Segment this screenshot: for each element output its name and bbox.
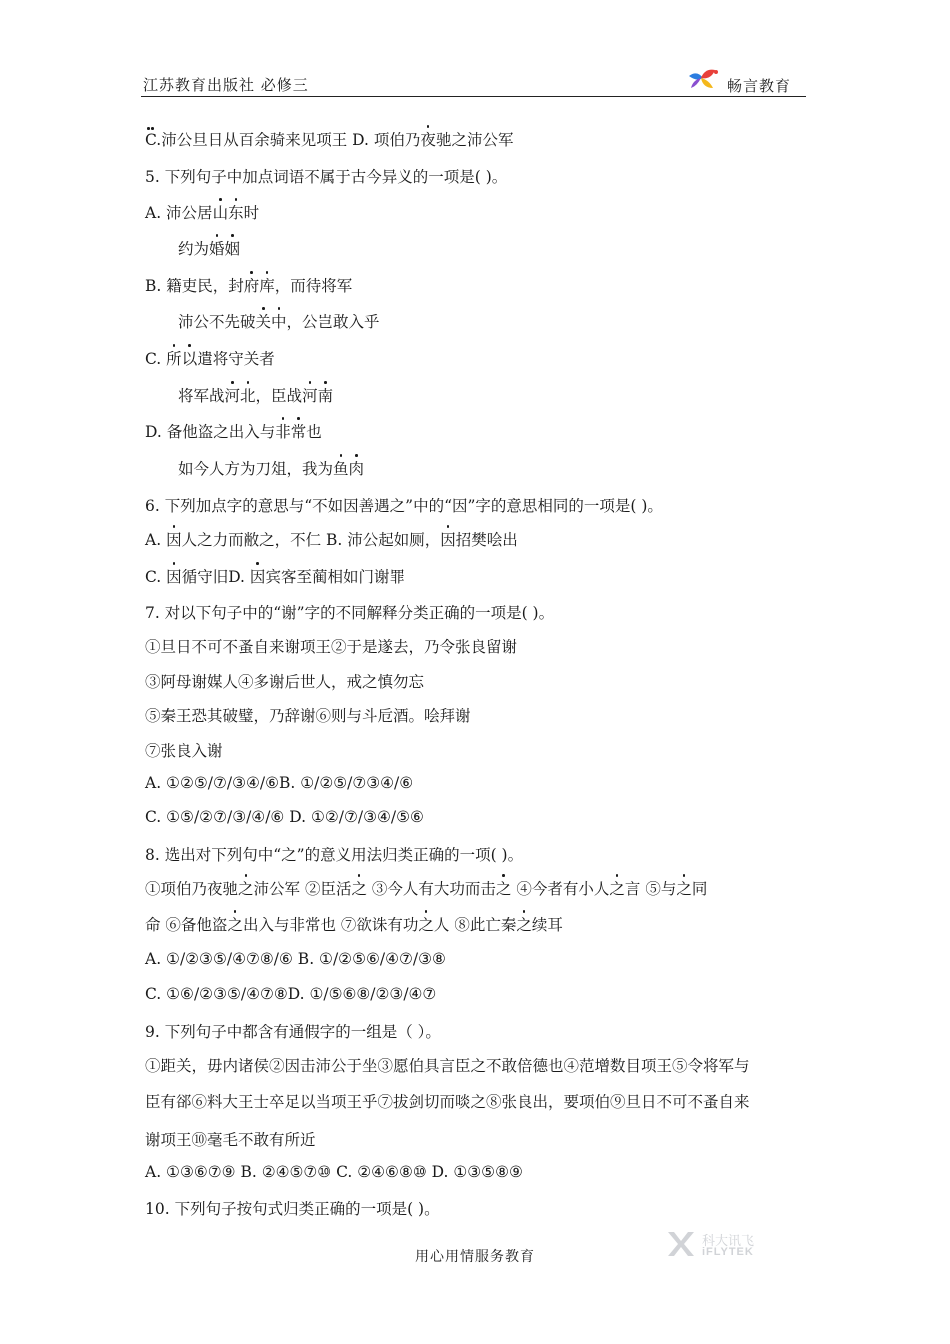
text-line xyxy=(145,843,523,865)
text-line xyxy=(145,739,223,761)
text-line xyxy=(145,494,663,516)
text-segment: ⑤秦王恐其破璧，乃辞谢⑥则与斗卮酒。哙拜谢 xyxy=(145,707,471,725)
text-segment: ③阿母谢媒人④多谢后世人，戒之慎勿忘 xyxy=(145,673,425,691)
changyan-logo-icon xyxy=(687,66,721,94)
text-segment: A. ①③⑥⑦⑨ B. ②④⑤⑦⑩ C. ②④⑥⑧⑩ D. ①③⑤⑧⑨ xyxy=(145,1163,523,1181)
text-segment: ④今者有小人 xyxy=(511,880,610,898)
emphasis-char: 之 xyxy=(351,877,367,899)
text-segment: 项伯乃 xyxy=(373,131,421,149)
emphasis-char: 之 xyxy=(227,913,243,935)
text-segment: 谢项王⑩毫毛不敢有所近 xyxy=(145,1131,316,1149)
text-line xyxy=(145,808,424,826)
text-line xyxy=(145,985,436,1003)
text-segment: 9. 下列句子中都含有通假字的一组是（ ）。 xyxy=(145,1023,441,1041)
text-segment: 招樊哙出 xyxy=(455,531,518,549)
text-segment: 出入与非常也 ⑦欲诛有功 xyxy=(242,916,419,934)
text-line xyxy=(178,457,364,479)
emphasis-char: 河 xyxy=(302,384,318,406)
emphasis-char: 东 xyxy=(228,201,244,223)
emphasis-char: C. xyxy=(145,131,162,149)
emphasis-char: 府 xyxy=(244,274,260,296)
text-segment: 7. 对以下句子中的“谢”字的不同解释分类正确的一项是( )。 xyxy=(145,604,555,622)
text-line xyxy=(178,310,380,332)
text-segment: A. ①②⑤/⑦/③④/⑥B. ①/②⑤/⑦③④/⑥ xyxy=(145,774,414,792)
text-segment: B. 籍吏民，封 xyxy=(145,277,244,295)
text-segment: 遣将守关者 xyxy=(197,350,275,368)
text-segment: 也 xyxy=(306,423,322,441)
text-line xyxy=(145,128,513,150)
text-segment: ①距关，毋内诸侯②因击沛公于坐③愿伯具言臣之不敢倍德也④范增数目项王⑤令将军与 xyxy=(145,1057,750,1075)
text-segment: 人 ⑧此亡秦 xyxy=(433,916,517,934)
text-segment: 6. 下列加点字的意思与“不如因善遇之”中的“因”字的意思相同的一项是( )。 xyxy=(145,497,663,515)
text-segment: 时 xyxy=(243,204,260,222)
watermark-en: iFLYTEK xyxy=(702,1246,754,1258)
text-segment: ⑦张良入谢 xyxy=(145,742,223,760)
text-line xyxy=(145,635,517,657)
emphasis-char: 之 xyxy=(609,877,625,899)
text-segment: 宾客至蔺相如门谢罪 xyxy=(265,568,405,586)
emphasis-char: 夜 xyxy=(420,128,436,150)
text-segment: 沛公军 ②臣活 xyxy=(253,880,352,898)
header-right-brand: 畅言教育 xyxy=(727,77,792,95)
emphasis-char: 之 xyxy=(676,877,692,899)
emphasis-char: 中 xyxy=(271,310,287,332)
emphasis-char: 姻 xyxy=(225,237,241,259)
text-line xyxy=(178,237,240,259)
text-segment: ③今人有大功而击 xyxy=(366,880,496,898)
text-segment: ，臣战 xyxy=(255,387,303,405)
iflytek-x-icon xyxy=(664,1228,698,1260)
emphasis-char: 常 xyxy=(291,420,307,442)
text-segment: 5. 下列句子中加点词语不属于古今异义的一项是( )。 xyxy=(145,168,508,186)
text-segment: C. ①⑥/②③⑤/④⑦⑧D. ①/⑤⑥⑧/②③/④⑦ xyxy=(145,985,437,1003)
text-line xyxy=(145,1054,750,1076)
text-line xyxy=(145,420,322,442)
text-line xyxy=(145,347,275,369)
text-line xyxy=(145,565,405,587)
footer-slogan: 用心用情服务教育 xyxy=(415,1249,535,1265)
text-segment: C. xyxy=(145,568,167,586)
emphasis-char: 因 xyxy=(250,565,266,587)
emphasis-char: 以 xyxy=(182,347,198,369)
text-line xyxy=(145,1020,441,1042)
text-segment: C. ①⑤/②⑦/③/④/⑥ D. ①②/⑦/③④/⑤⑥ xyxy=(145,808,424,826)
iflytek-watermark xyxy=(664,1228,784,1262)
text-segment: 沛公不先破 xyxy=(178,313,256,331)
emphasis-char: 河 xyxy=(225,384,241,406)
text-line xyxy=(145,274,352,296)
text-line xyxy=(145,774,413,792)
emphasis-char: 肉 xyxy=(349,457,365,479)
text-line xyxy=(145,201,259,223)
text-segment: 续耳 xyxy=(531,916,563,934)
watermark-cn: 科大讯飞 xyxy=(702,1234,755,1249)
text-segment: D. 备他盗之出入与 xyxy=(145,423,276,441)
text-line xyxy=(178,384,333,406)
text-line xyxy=(145,1128,316,1150)
text-line xyxy=(145,1090,750,1112)
text-segment: ，而待将军 xyxy=(274,277,353,295)
text-line xyxy=(145,670,424,692)
emphasis-char: 因 xyxy=(440,528,456,550)
text-segment: C. xyxy=(145,350,167,368)
text-segment: 沛公旦日从百余骑来见项王 xyxy=(161,131,348,149)
emphasis-char: 非 xyxy=(275,420,291,442)
text-segment: ①项伯乃夜驰 xyxy=(145,880,239,898)
emphasis-char: 因 xyxy=(166,565,182,587)
text-line xyxy=(145,1163,523,1181)
text-segment: D. xyxy=(347,131,374,149)
text-segment: 8. 选出对下列句中“之”的意义用法归类正确的一项( )。 xyxy=(145,846,524,864)
emphasis-char: 之 xyxy=(238,877,254,899)
text-segment: 人之力而敝之，不仁 B. 沛公起如厕， xyxy=(181,531,441,549)
text-segment: A. 沛公居 xyxy=(145,204,213,222)
header-left-title: 江苏教育出版社 必修三 xyxy=(143,76,309,94)
text-line xyxy=(145,528,518,550)
emphasis-char: 婚 xyxy=(209,237,225,259)
text-segment: 约为 xyxy=(178,240,210,258)
text-line xyxy=(145,601,554,623)
text-segment: 10. 下列句子按句式归类正确的一项是( )。 xyxy=(145,1200,440,1218)
emphasis-char: 所 xyxy=(166,347,182,369)
text-segment: 言 ⑤与 xyxy=(624,880,677,898)
emphasis-char: 北 xyxy=(240,384,256,406)
emphasis-char: 库 xyxy=(259,274,275,296)
emphasis-char: 之 xyxy=(496,877,512,899)
emphasis-char: 鱼 xyxy=(333,457,349,479)
text-segment: 臣有郤⑥料大王士卒足以当项王乎⑦拔剑切而啖之⑧张良出，要项伯⑨旦日不可不蚤自来 xyxy=(145,1093,750,1111)
text-line xyxy=(145,877,707,899)
text-segment: 命 ⑥备他盗 xyxy=(145,916,228,934)
text-segment: ①旦日不可不蚤自来谢项王②于是遂去，乃令张良留谢 xyxy=(145,638,518,656)
text-line xyxy=(145,704,471,726)
emphasis-char: 之 xyxy=(418,913,434,935)
text-line xyxy=(145,950,446,968)
text-segment: 将军战 xyxy=(178,387,225,405)
emphasis-char: 山 xyxy=(213,201,229,223)
emphasis-char: 关 xyxy=(256,310,272,332)
text-line xyxy=(145,913,563,935)
text-line xyxy=(145,1197,440,1219)
emphasis-char: 因 xyxy=(166,528,182,550)
header-divider xyxy=(141,96,806,97)
text-segment: ，公岂敢入乎 xyxy=(286,313,380,331)
text-segment: 同 xyxy=(691,880,708,898)
text-segment: A. xyxy=(145,531,167,549)
text-line xyxy=(145,165,507,187)
emphasis-char: 之 xyxy=(516,913,532,935)
text-segment: A. ①/②③⑤/④⑦⑧/⑥ B. ①/②⑤⑥/④⑦/③⑧ xyxy=(145,950,446,968)
emphasis-char: 南 xyxy=(318,384,334,406)
text-segment: 驰之沛公军 xyxy=(435,131,514,149)
text-segment: 如今人方为刀俎，我为 xyxy=(178,460,334,478)
text-segment: 循守旧D. xyxy=(181,568,250,586)
